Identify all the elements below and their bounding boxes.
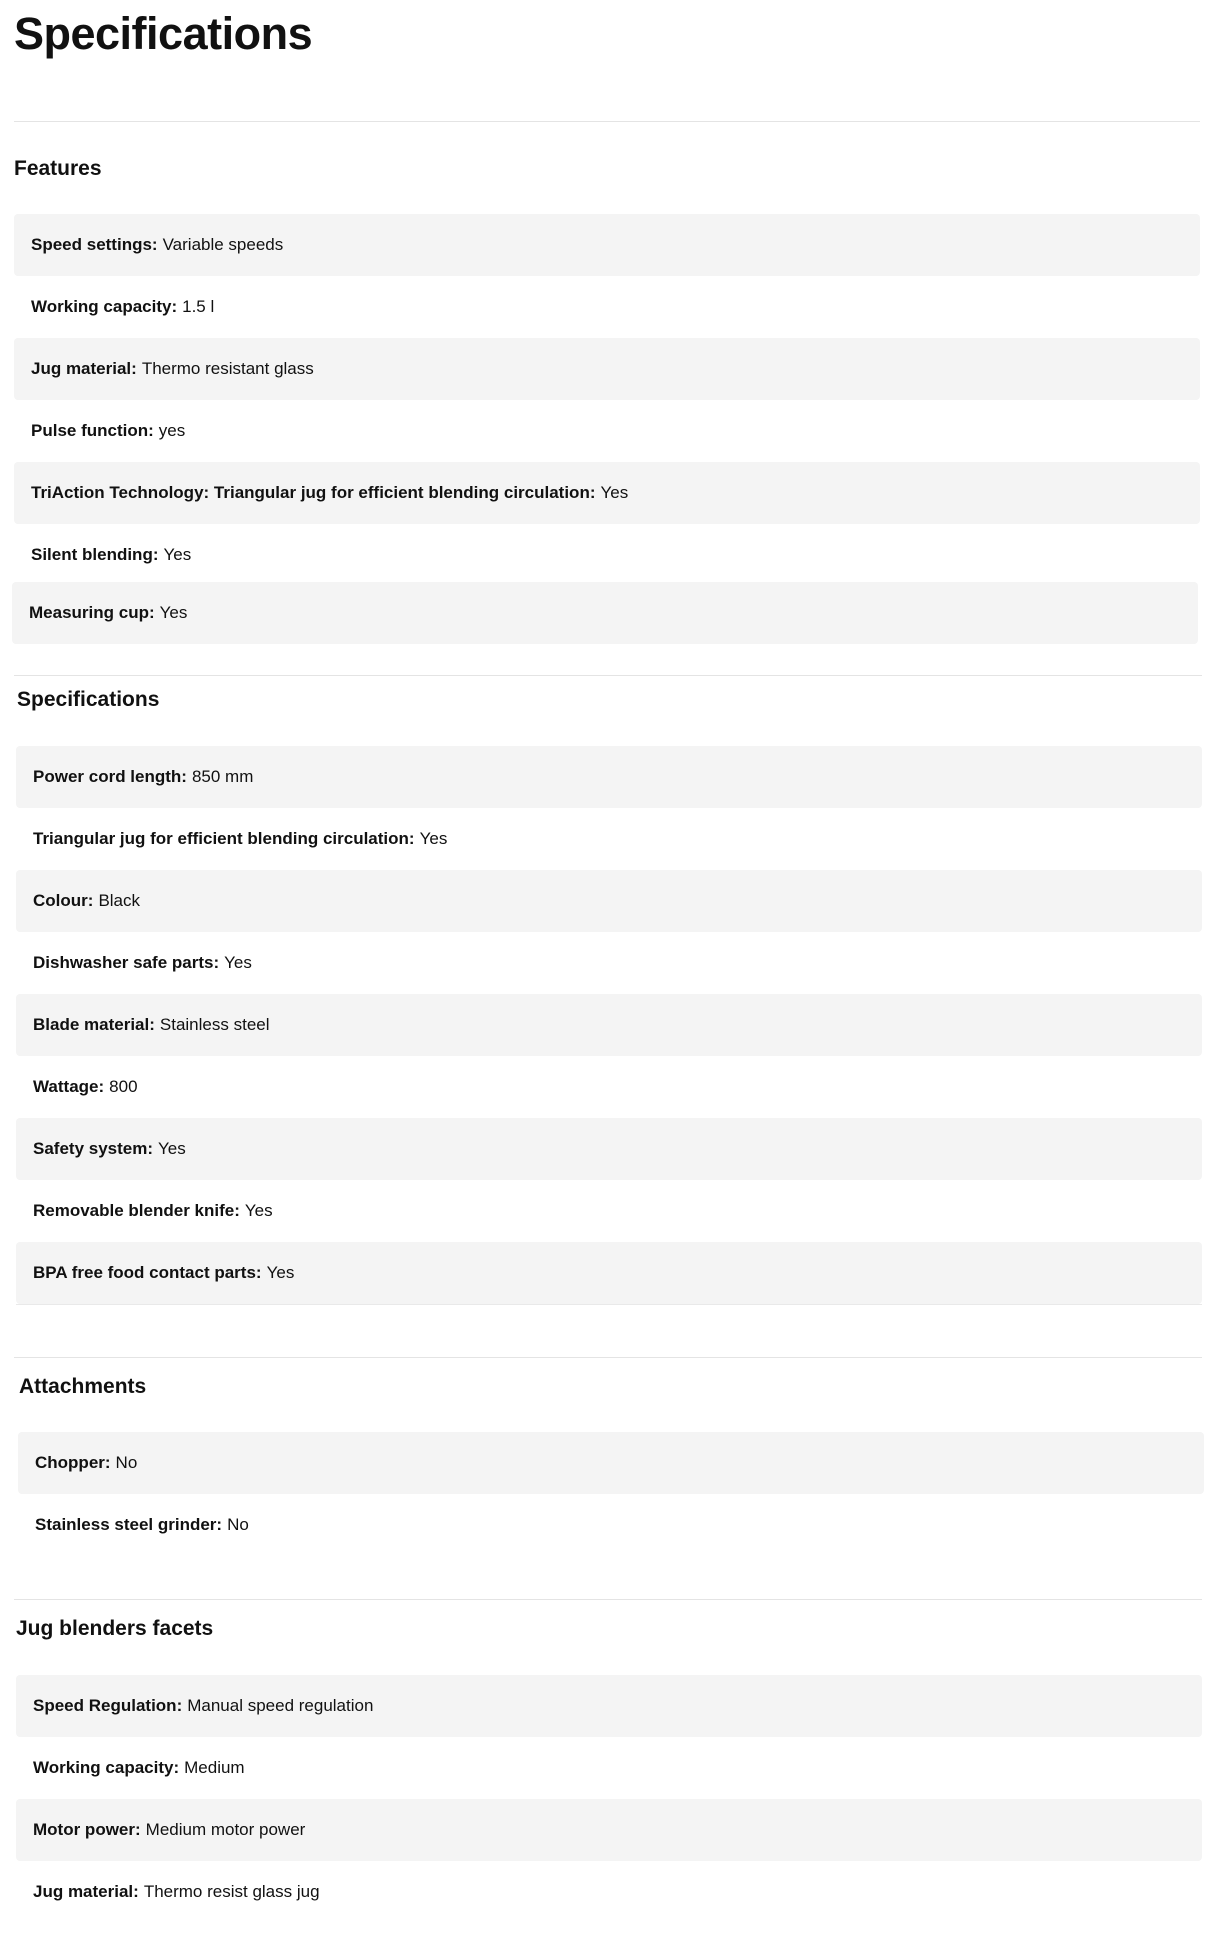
spec-value: 1.5 l [182, 297, 215, 316]
spec-value: Yes [244, 1201, 273, 1220]
spec-row [14, 462, 1200, 524]
section-title-features: Features [14, 157, 102, 180]
spec-row [14, 214, 1200, 276]
spec-row [16, 1675, 1202, 1737]
spec-row [12, 582, 1198, 644]
spec-label: Safety system: [33, 1139, 154, 1158]
spec-value: Manual speed regulation [187, 1696, 374, 1715]
spec-label: Chopper: [35, 1453, 111, 1472]
spec-label: Motor power: [33, 1820, 141, 1839]
spec-row [16, 1056, 1202, 1118]
spec-value: No [115, 1453, 138, 1472]
spec-row [16, 1242, 1202, 1304]
spec-value: No [227, 1515, 249, 1534]
spec-row [16, 1861, 1202, 1923]
spec-value: yes [158, 421, 186, 440]
section-divider [14, 1357, 1202, 1358]
spec-label: Power cord length: [33, 767, 187, 786]
spec-row [14, 400, 1200, 462]
spec-row [16, 808, 1202, 870]
spec-value: Yes [159, 603, 188, 622]
spec-row [16, 1799, 1202, 1861]
spec-value: Yes [600, 483, 629, 502]
spec-label: Colour: [33, 891, 94, 910]
spec-row [16, 994, 1202, 1056]
spec-value: Medium motor power [145, 1820, 306, 1839]
spec-label: Wattage: [33, 1077, 105, 1096]
spec-row [14, 524, 1200, 586]
section-divider [14, 121, 1200, 122]
section-divider [14, 675, 1202, 676]
spec-label: Working capacity: [31, 297, 178, 316]
table-bottom-border [16, 1304, 1202, 1305]
spec-label: Stainless steel grinder: [35, 1515, 223, 1534]
spec-label: BPA free food contact parts: [33, 1263, 262, 1282]
spec-value: Medium [184, 1758, 245, 1777]
spec-row [16, 1118, 1202, 1180]
spec-label: Speed Regulation: [33, 1696, 183, 1715]
spec-label: Pulse function: [31, 421, 154, 440]
spec-value: Thermo resistant glass [141, 359, 314, 378]
spec-label: Jug material: [31, 359, 137, 378]
spec-row [16, 746, 1202, 808]
spec-label: Dishwasher safe parts: [33, 953, 220, 972]
spec-value: 850 mm [191, 767, 254, 786]
spec-label: Triangular jug for efficient blending circulation: [33, 829, 415, 848]
spec-row [16, 932, 1202, 994]
section-title-jug-blenders-facets: Jug blenders facets [16, 1617, 214, 1640]
spec-label: Measuring cup: [29, 603, 155, 622]
spec-row [18, 1494, 1204, 1556]
spec-row [16, 1180, 1202, 1242]
spec-value: Yes [163, 545, 192, 564]
page-title: Specifications [14, 8, 313, 59]
spec-value: Black [98, 891, 141, 910]
spec-label: Working capacity: [33, 1758, 180, 1777]
section-title-attachments: Attachments [19, 1375, 147, 1398]
section-title-specifications: Specifications [17, 688, 160, 711]
spec-label: Speed settings: [31, 235, 158, 254]
spec-value: Yes [419, 829, 448, 848]
spec-value: Yes [158, 1139, 186, 1158]
spec-row [16, 870, 1202, 932]
spec-value: 800 [109, 1077, 138, 1096]
spec-row [18, 1432, 1204, 1494]
spec-label: Removable blender knife: [33, 1201, 240, 1220]
spec-label: Jug material: [33, 1882, 139, 1901]
spec-row [14, 276, 1200, 338]
spec-label: Silent blending: [31, 545, 159, 564]
spec-value: Thermo resist glass jug [143, 1882, 320, 1901]
spec-value: Yes [224, 953, 252, 972]
spec-label: Blade material: [33, 1015, 155, 1034]
spec-value: Variable speeds [162, 235, 284, 254]
spec-value: Stainless steel [159, 1015, 270, 1034]
spec-row [14, 338, 1200, 400]
spec-value: Yes [266, 1263, 295, 1282]
spec-row [16, 1737, 1202, 1799]
section-divider [14, 1599, 1202, 1600]
spec-label: TriAction Technology: Triangular jug for efficient blending circulation: [31, 483, 596, 502]
